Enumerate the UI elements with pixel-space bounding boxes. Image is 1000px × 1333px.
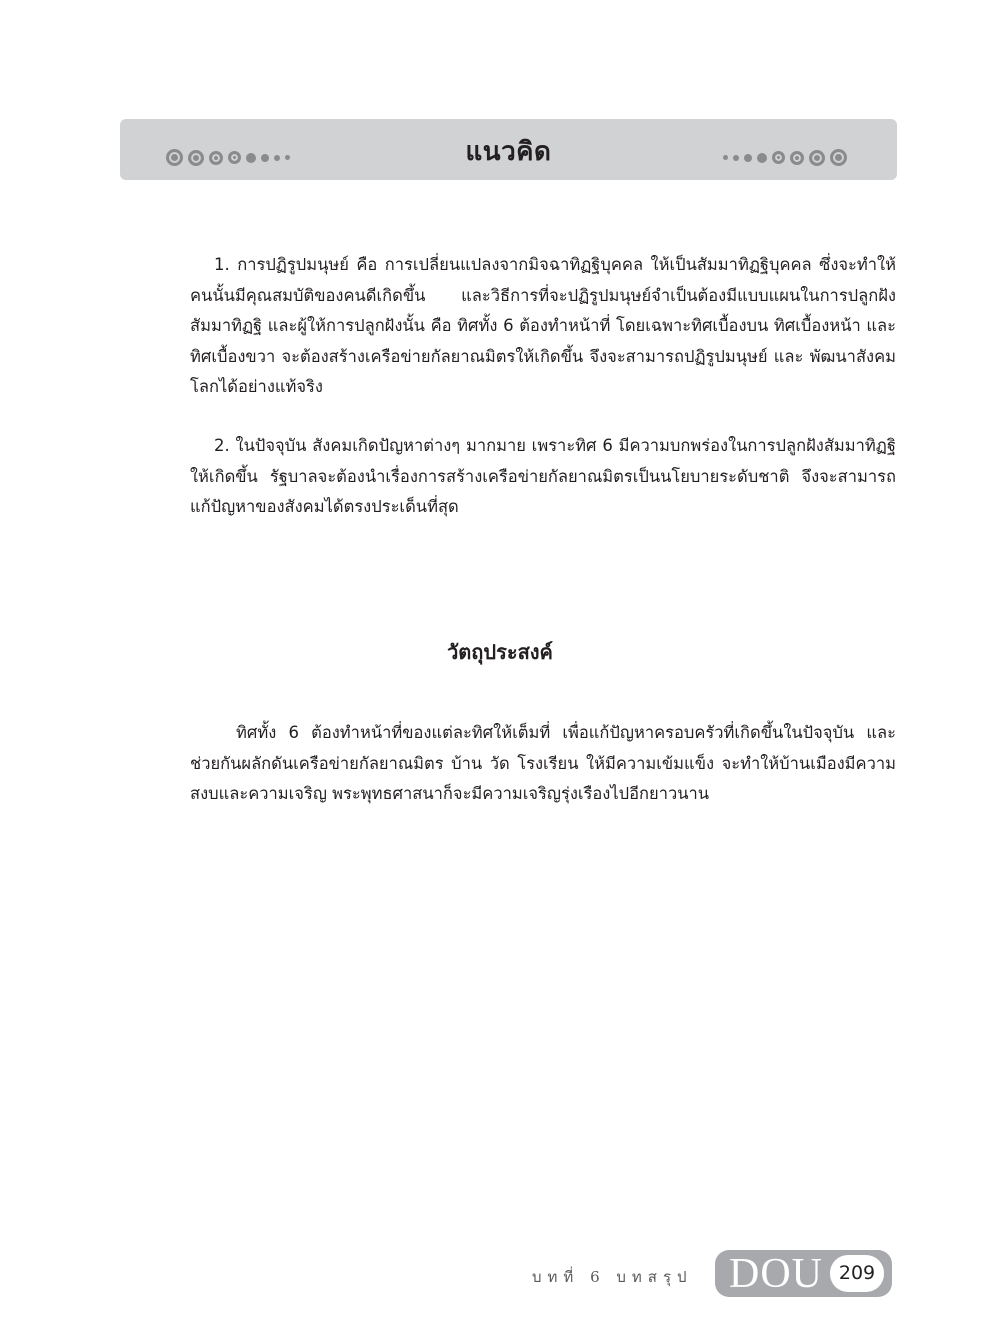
concept-paragraph-2 bbox=[190, 431, 896, 523]
dot-icon bbox=[830, 149, 847, 166]
page-number: 209 bbox=[830, 1255, 884, 1292]
objectives-heading: วัตถุประสงค์ bbox=[447, 640, 553, 664]
dou-logo: DOU bbox=[729, 1251, 823, 1297]
dot-icon bbox=[723, 155, 728, 160]
dot-icon bbox=[757, 153, 767, 163]
banner-title: แนวคิด bbox=[465, 137, 552, 167]
concept-text: 1. การปฏิรูปมนุษย์ คือ การเปลี่ยนแปลงจากมิจฉาทิฏฐิบุคคล ให้เป็นสัมมาทิฏฐิบุคคล ซึ่งจะทำให้คนนั้นมีคุณสมบัติของคนดีเกิดขึ้น และวิธีการที่จะปฏิรูปมนุษย์จำเป็นต้องมีแบบแผนในการปลูกฝังสัมมาทิฏฐิ และผู้ให้การปลูกฝังนั้น คือ ทิศทั้ง 6 ต้องทำหน้าที่ โดยเฉพาะทิศเบื้องบน ทิศเบื้องหน้า และทิศเบื้องขวา จะต้องสร้างเครือข่ายกัลยาณมิตรให้เกิดขึ้น จึงจะสามารถปฏิรูปมนุษย์ และ พัฒนาสังคมโลกได้อย่างแท้จริง bbox=[190, 255, 896, 396]
section-banner bbox=[120, 119, 897, 180]
dot-icon bbox=[772, 151, 785, 164]
dot-icon bbox=[790, 151, 804, 165]
dou-page-badge bbox=[715, 1250, 892, 1297]
chapter-footer: บทที่ 6 บทสรุป bbox=[532, 1268, 693, 1286]
dot-icon bbox=[733, 155, 739, 161]
dot-icon bbox=[809, 150, 825, 166]
dot-icon bbox=[744, 154, 752, 162]
concept-text: 2. ในปัจจุบัน สังคมเกิดปัญหาต่างๆ มากมาย เพราะทิศ 6 มีความบกพร่องในการปลูกฝังสัมมาทิฏฐิให้เกิดขึ้น รัฐบาลจะต้องนำเรื่องการสร้างเครือข่ายกัลยาณมิตรเป็นนโยบายระดับชาติ จึงจะสามารถแก้ปัญหาของสังคมได้ตรงประเด็นที่สุด bbox=[190, 436, 896, 516]
objectives-text: ทิศทั้ง 6 ต้องทำหน้าที่ของแต่ละทิศให้เต็มที่ เพื่อแก้ปัญหาครอบครัวที่เกิดขึ้นในปัจจุบัน และช่วยกันผลักดันเครือข่ายกัลยาณมิตร บ้าน วัด โรงเรียน ให้มีความเข้มแข็ง จะทำให้บ้านเมืองมีความสงบและความเจริญ พระพุทธศาสนาก็จะมีความเจริญรุ่งเรืองไปอีกยาวนาน bbox=[190, 723, 896, 803]
concept-paragraph-1 bbox=[190, 250, 896, 403]
decorative-dots-right bbox=[723, 149, 847, 166]
objectives-paragraph bbox=[190, 718, 896, 810]
